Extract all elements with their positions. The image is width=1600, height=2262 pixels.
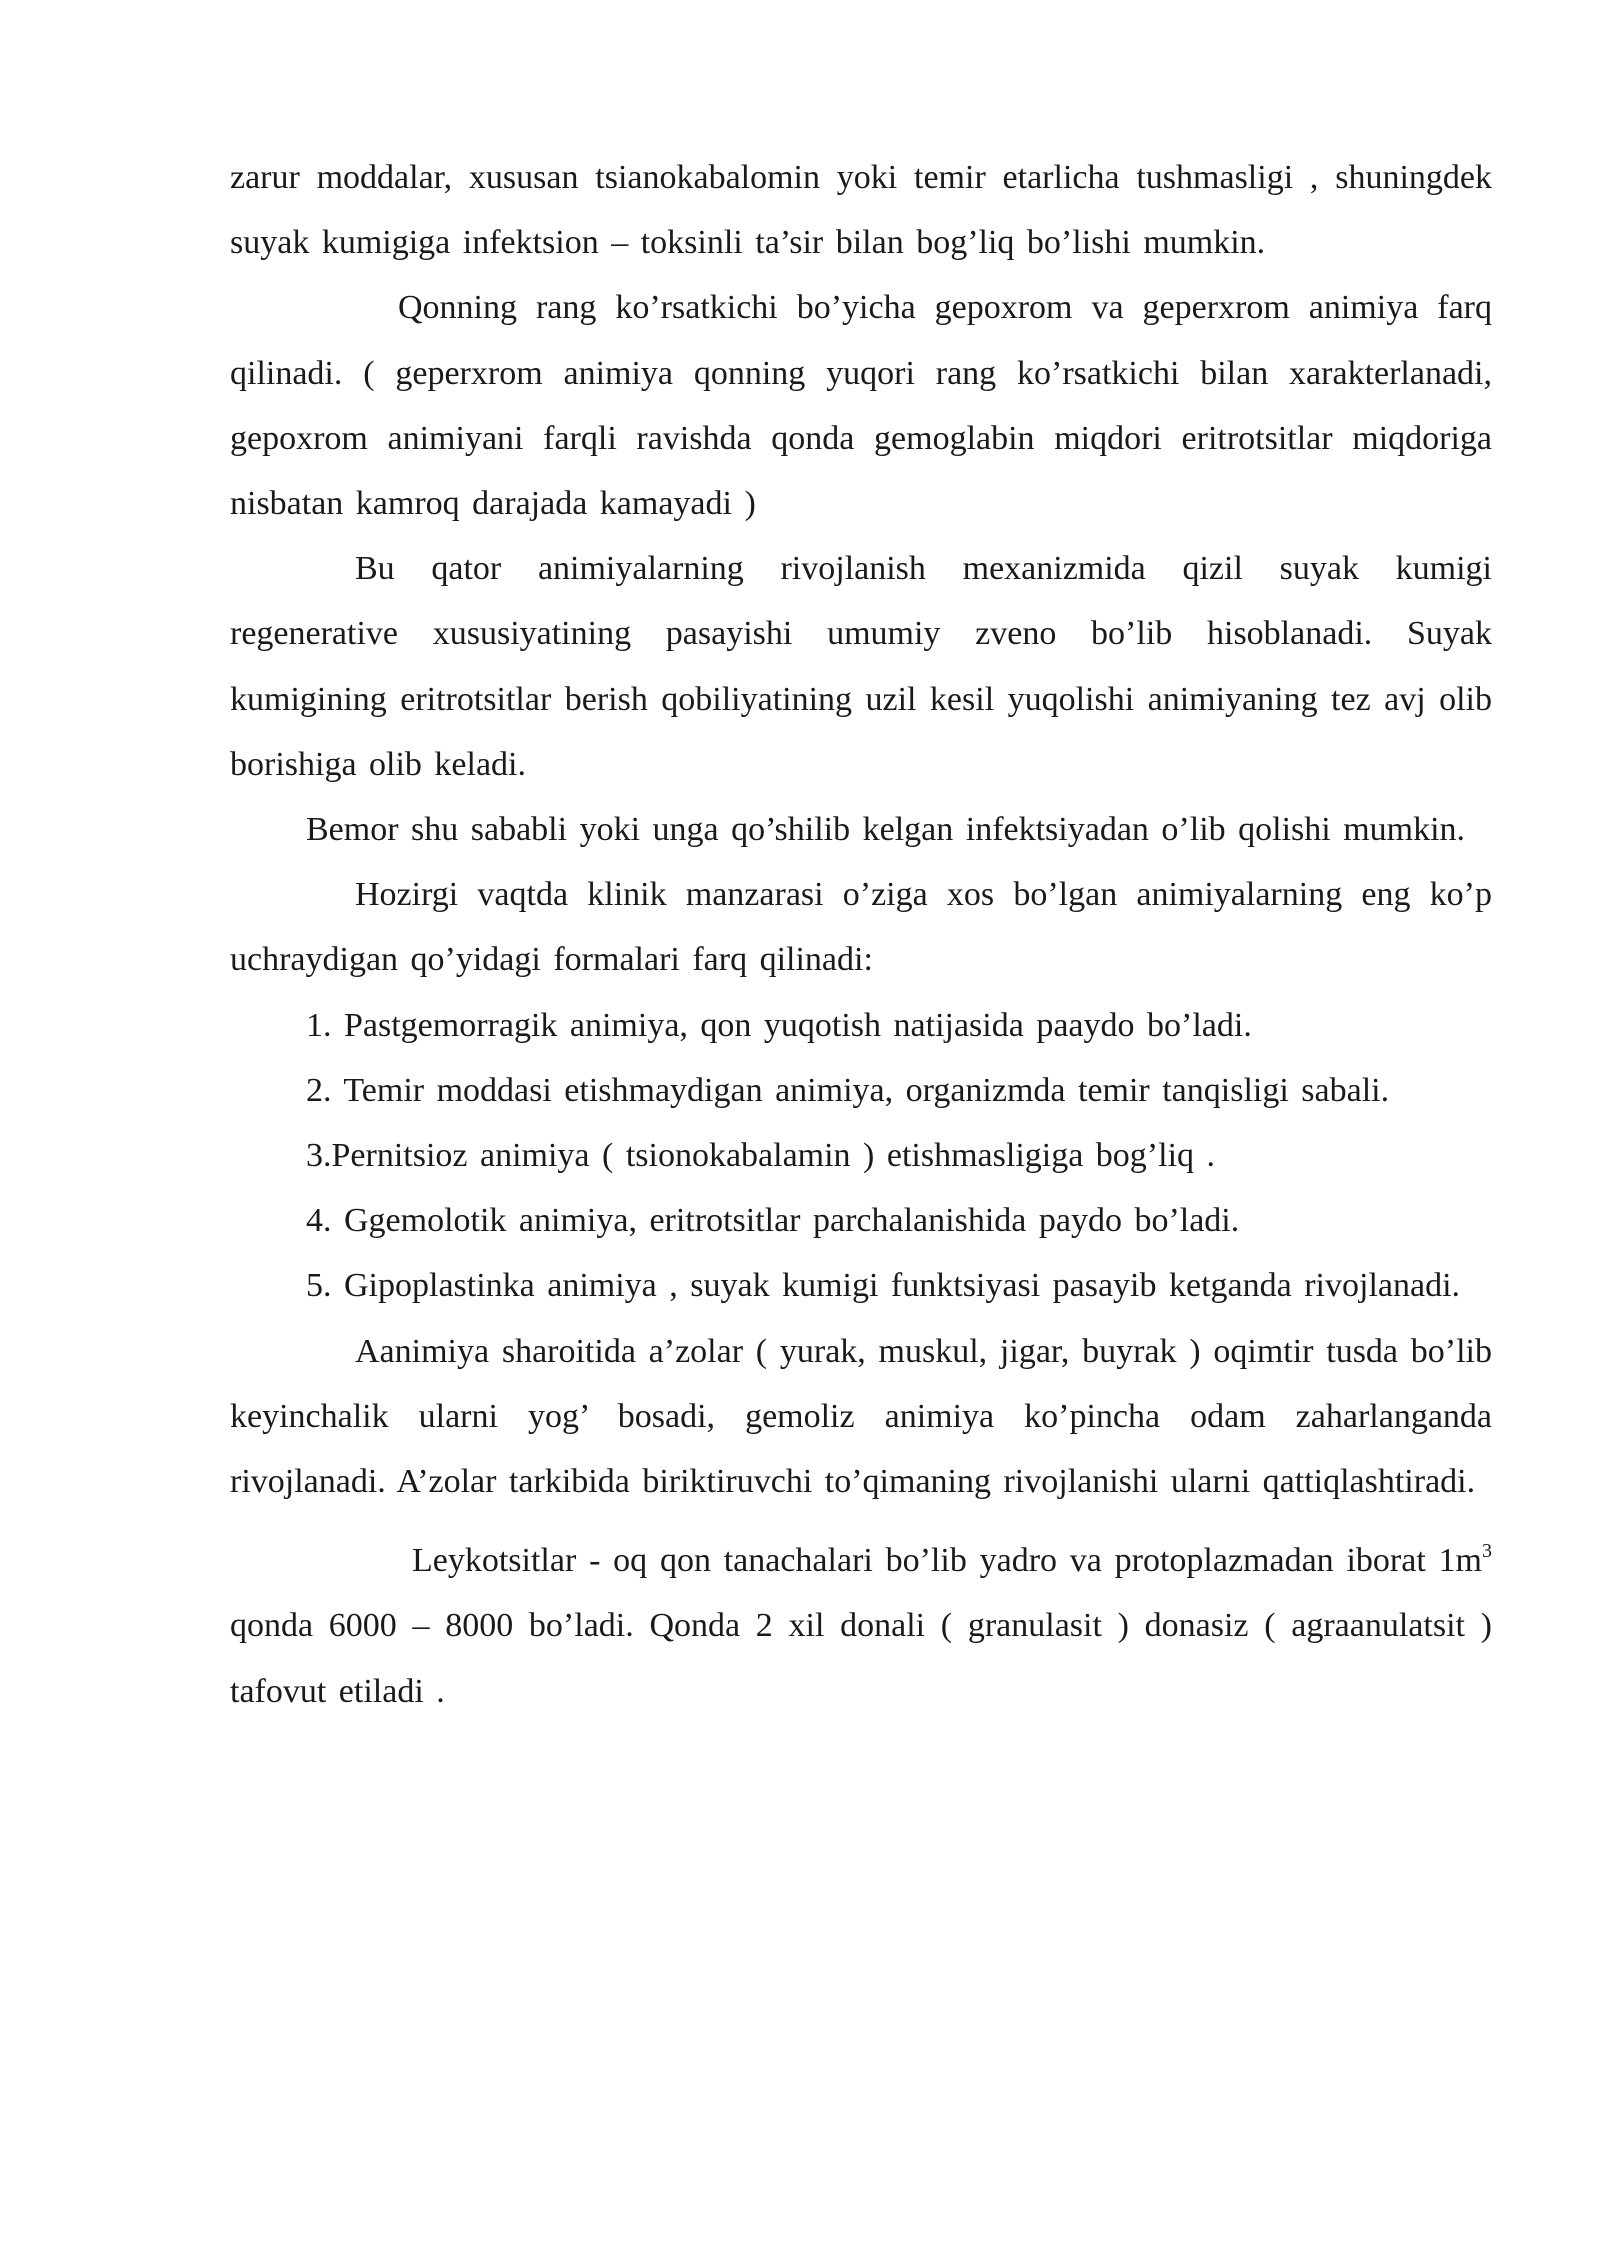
list-item-3: 3.Pernitsioz animiya ( tsionokabalamin ) etishmasligiga bog’liq . (306, 1137, 1216, 1175)
paragraph-bone-marrow: Bu qator animiyalarning rivojlanish mexanizmida qizil suyak kumigi regenerative xususiyatining pasayishi umumiy zveno bo’lib hisoblanadi. Suyak kumigining eritrotsitlar berish qobiliyatining uzil kesil yuqolishi animiyaning tez avj olib borishiga olib keladi. (230, 550, 1492, 783)
list-item-5: 5. Gipoplastinka animiya , suyak kumigi funktsiyasi pasayib ketganda rivojlanadi. (306, 1267, 1461, 1305)
leukocytes-text-start: Leykotsitlar - oq qon tanachalari bo’lib yadro va protoplazmadan iborat 1m (412, 1542, 1482, 1580)
leukocytes-text-end: qonda 6000 – 8000 bo’ladi. Qonda 2 xil donali ( granulasit ) donasiz ( agraanulatsit ) tafovut etiladi . (230, 1607, 1492, 1710)
paragraph-deficiency-causes: zarur moddalar, xususan tsianokabalomin yoki temir etarlicha tushmasligi , shuningdek suyak kumigiga infektsion – toksinli ta’sir bilan bog’liq bo’lishi mumkin. (230, 159, 1492, 262)
paragraph-infection-death: Bemor shu sababli yoki unga qo’shilib kelgan infektsiyadan o’lib qolishi mumkin. (306, 811, 1466, 849)
document-body (230, 145, 1492, 1724)
paragraph-leukocytes (230, 1528, 1492, 1724)
list-item-2: 2. Temir moddasi etishmaydigan animiya, organizmda temir tanqisligi sabali. (306, 1071, 1390, 1109)
list-item-4: 4. Ggemolotik animiya, eritrotsitlar parchalanishida paydo bo’ladi. (306, 1202, 1240, 1240)
paragraph-color-index: Qonning rang ko’rsatkichi bo’yicha gepoxrom va geperxrom animiya farq qilinadi. ( geperxrom animiya qonning yuqori rang ko’rsatkichi bilan xarakterlanadi, gepoxrom animiyani farqli ravishda qonda gemoglabin miqdori eritrotsitlar miqdoriga nisbatan kamroq darajada kamayadi ) (230, 289, 1492, 523)
cubic-superscript: 3 (1482, 1540, 1492, 1563)
paragraph-organs: Aanimiya sharoitida a’zolar ( yurak, muskul, jigar, buyrak ) oqimtir tusda bo’lib keyinchalik ularni yog’ bosadi, gemoliz animiya ko’pincha odam zaharlanganda rivojlanadi. A’zolar tarkibida biriktiruvchi to’qimaning rivojlanishi ularni qattiqlashtiradi. (230, 1332, 1492, 1501)
list-item-1: 1. Pastgemorragik animiya, qon yuqotish natijasida paaydo bo’ladi. (306, 1006, 1252, 1044)
paragraph-forms-intro: Hozirgi vaqtda klinik manzarasi o’ziga xos bo’lgan animiyalarning eng ko’p uchraydigan qo’yidagi formalari farq qilinadi: (230, 876, 1492, 979)
